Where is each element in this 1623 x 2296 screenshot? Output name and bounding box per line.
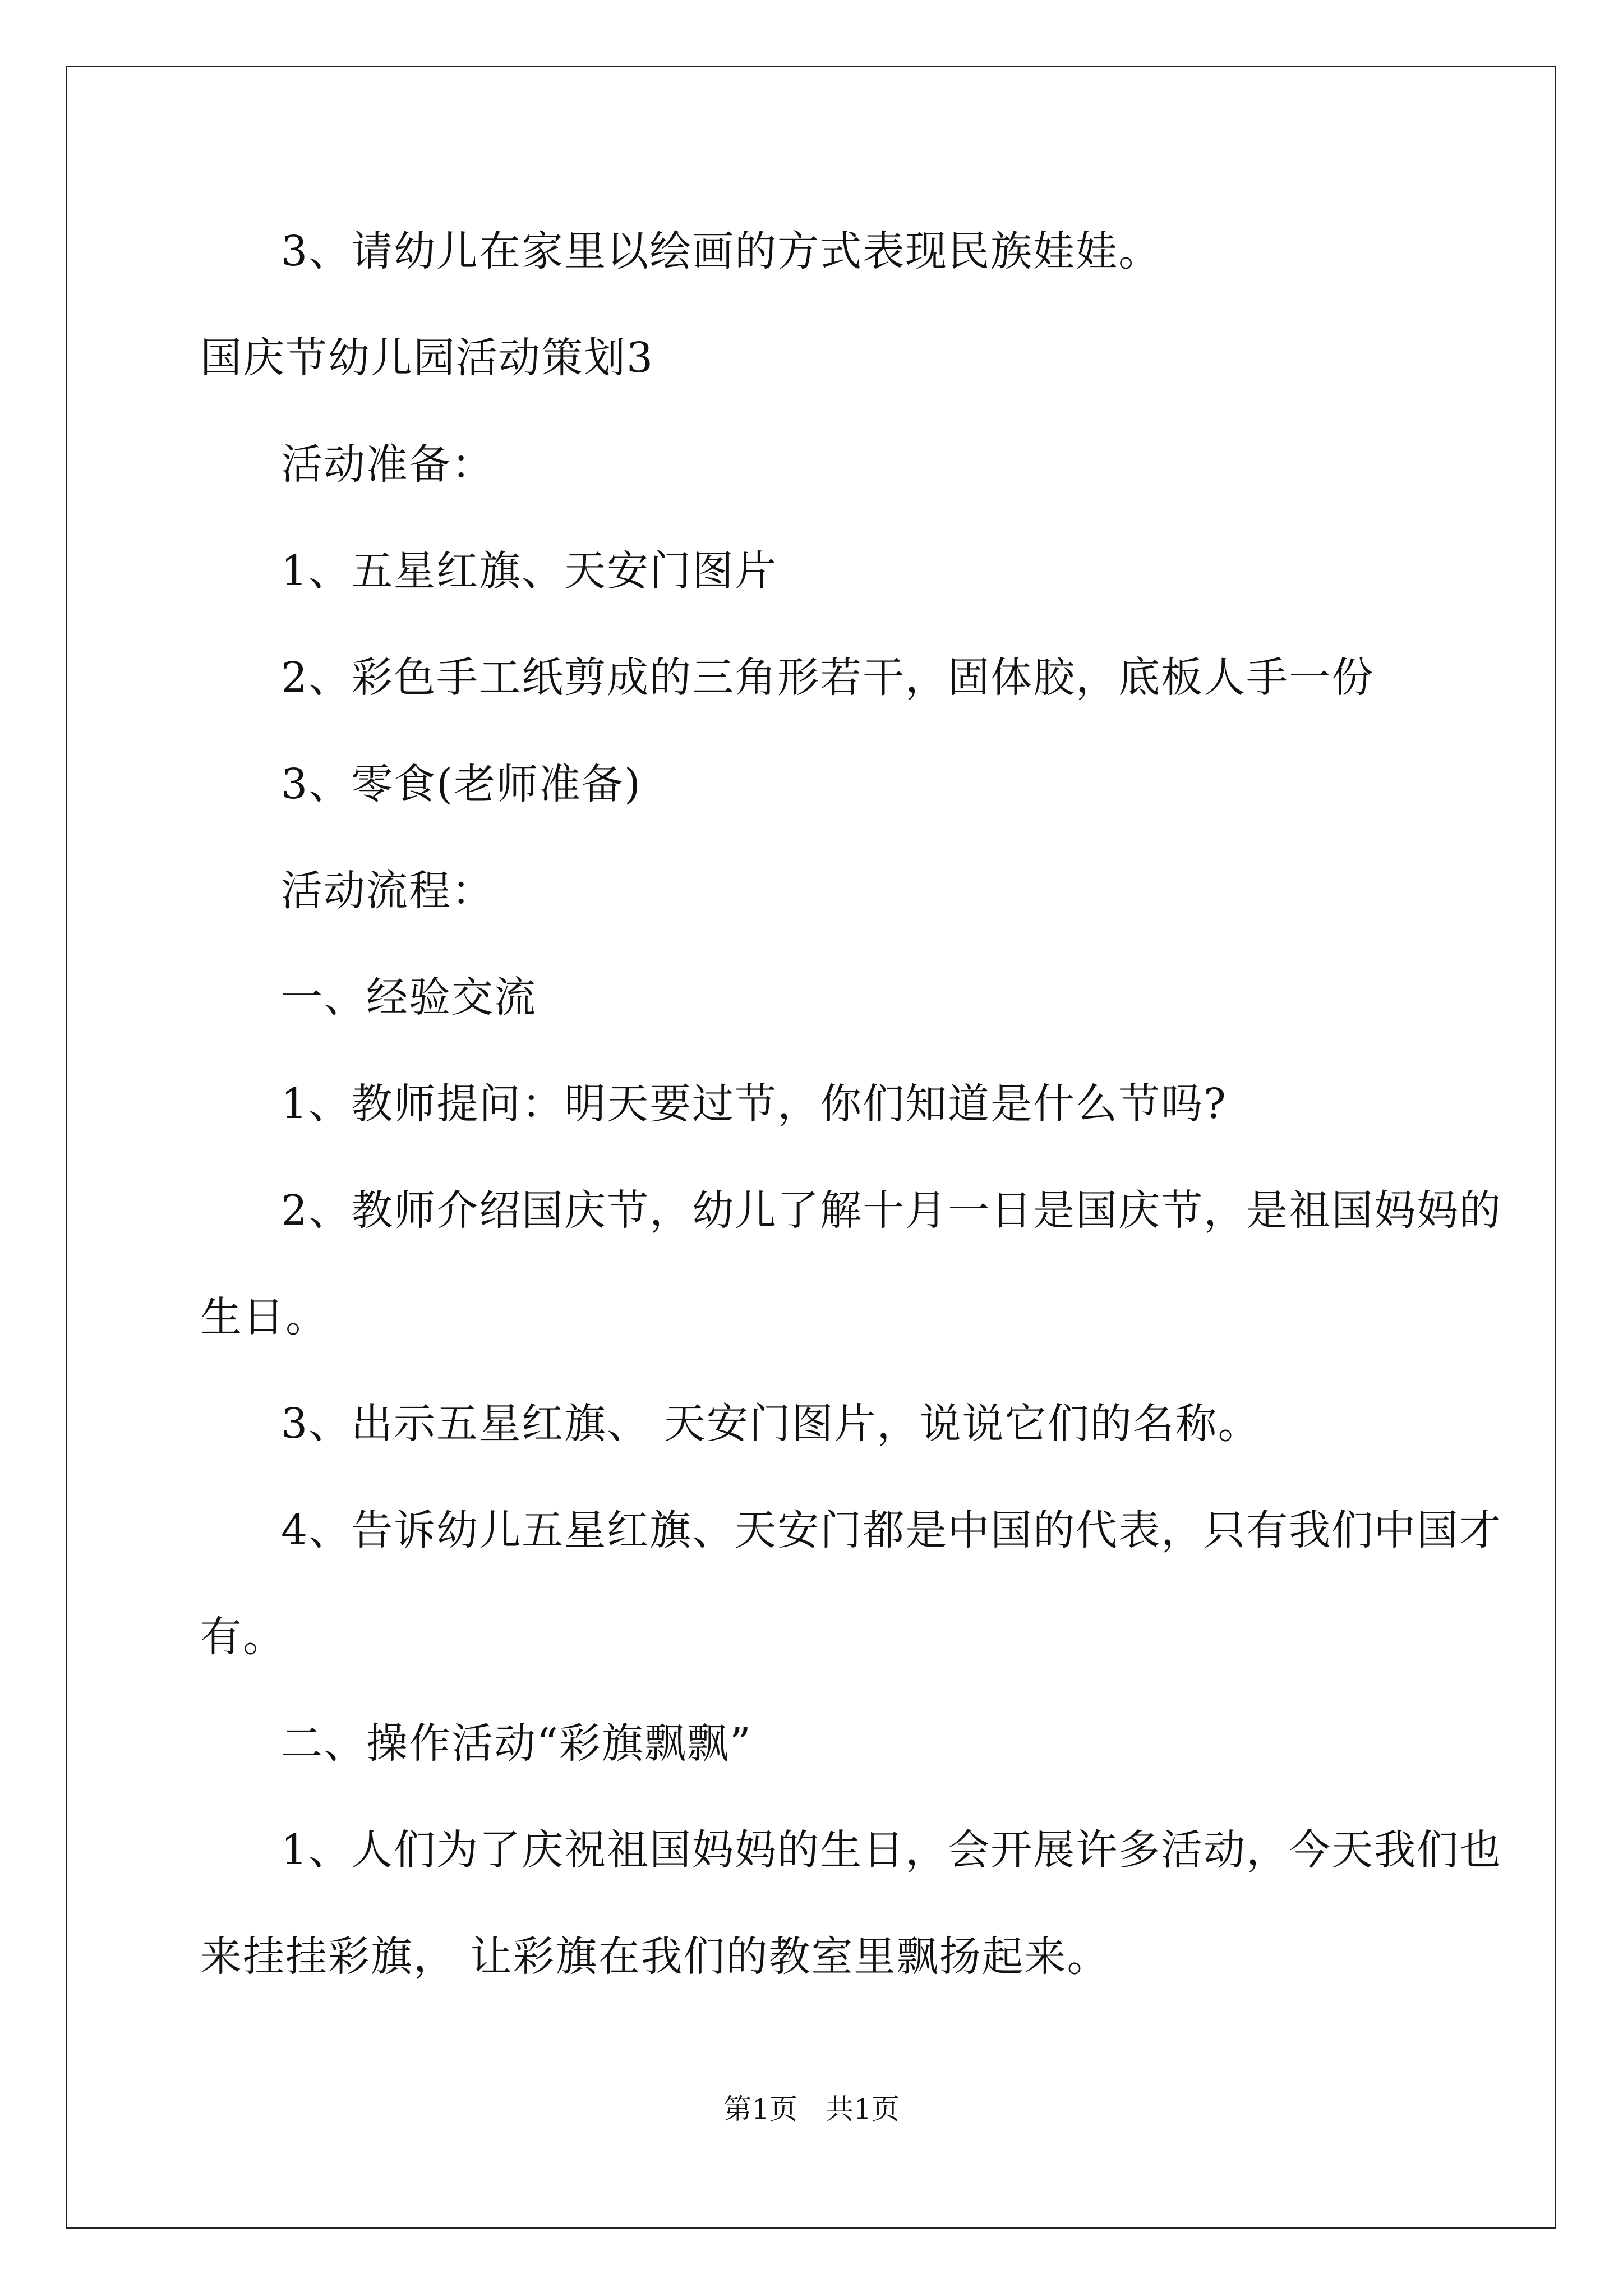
paragraph: 2、彩色手工纸剪成的三角形若干，固体胶，底板人手一份 [281, 654, 1375, 702]
paragraph: 3、出示五星红旗、 天安门图片，说说它们的名称。 [281, 1400, 1261, 1448]
paragraph: 二、操作活动“彩旗飘飘” [281, 1719, 752, 1768]
paragraph: 活动准备： [281, 440, 494, 489]
paragraph: 1、人们为了庆祝祖国妈妈的生日，会开展许多活动，今天我们也 [281, 1826, 1502, 1874]
paragraph-continuation: 生日。 [200, 1293, 328, 1341]
page-footer: 第1页 共1页 [723, 2093, 900, 2125]
paragraph: 3、请幼儿在家里以绘画的方式表现民族娃娃。 [281, 227, 1161, 275]
paragraph: 1、教师提问：明天要过节，你们知道是什么节吗? [281, 1080, 1227, 1128]
paragraph: 活动流程： [281, 867, 494, 915]
page-border [66, 66, 1556, 2229]
paragraph: 1、五星红旗、天安门图片 [281, 547, 778, 595]
paragraph: 4、告诉幼儿五星红旗、天安门都是中国的代表，只有我们中国才 [281, 1506, 1502, 1554]
paragraph: 3、零食(老师准备) [281, 760, 642, 808]
paragraph-continuation: 有。 [200, 1613, 285, 1661]
paragraph: 2、教师介绍国庆节，幼儿了解十月一日是国庆节，是祖国妈妈的 [281, 1186, 1502, 1235]
paragraph: 一、经验交流 [281, 973, 537, 1022]
section-heading: 国庆节幼儿园活动策划3 [200, 334, 654, 382]
paragraph-continuation: 来挂挂彩旗， 让彩旗在我们的教室里飘扬起来。 [200, 1932, 1110, 1981]
